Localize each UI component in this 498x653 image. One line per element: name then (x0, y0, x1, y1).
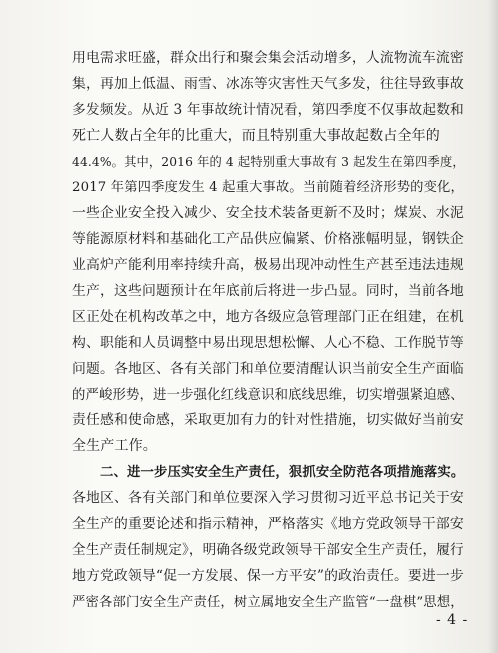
body-line: 构、职能和人员调整中易出现思想松懈、人心不稳、工作脱节等 (72, 334, 464, 351)
body-line: 多发频发。从近 3 年事故统计情况看，第四季度不仅事故起数和 (72, 101, 464, 118)
body-line: 一些企业安全投入减少、安全技术装备更新不及时；煤炭、水泥 (72, 205, 464, 222)
body-line: 用电需求旺盛，群众出行和聚会集会活动增多，人流物流车流密 (72, 50, 464, 66)
body-line: 2017 年第四季度发生 4 起重大事故。当前随着经济形势的变化， (72, 180, 464, 196)
body-line: 生产，这些问题预计在年底前后将进一步凸显。同时，当前各地 (72, 283, 464, 300)
body-line: 地方党政领导“促一方发展、保一方平安”的政治责任。要进一步 (72, 567, 464, 584)
body-line: 各地区、各有关部门和单位要深入学习贯彻习近平总书记关于安 (72, 490, 464, 507)
body-line: 集，再加上低温、雨雪、冰冻等灾害性天气多发，往往导致事故 (72, 75, 464, 92)
body-line: 44.4%。其中，2016 年的 4 起特别重大事故有 3 起发生在第四季度， (72, 154, 465, 169)
body-line: 区正处在机构改革之中，地方各级应急管理部门正在组建，在机 (72, 308, 464, 325)
body-line: 死亡人数占全年的比重大，而且特别重大事故起数占全年的 (72, 127, 440, 144)
body-line: 全生产责任制规定》，明确各级党政领导干部安全生产责任，履行 (72, 541, 464, 558)
body-line: 严密各部门安全生产责任，树立属地安全生产监管“一盘棋”思想， (72, 594, 464, 610)
body-line: 的严峻形势，进一步强化红线意识和底线思维，切实增强紧迫感、 (72, 387, 464, 403)
document-body (72, 46, 468, 616)
body-line: 业高炉产能利用率持续升高，极易出现冲动性生产甚至违法违规 (72, 257, 464, 274)
page-number: - 4 - (436, 612, 469, 628)
binding-shadow (488, 0, 498, 653)
body-line: 问题。各地区、各有关部门和单位要清醒认识当前安全生产面临 (72, 360, 464, 377)
body-line: 等能源原材料和基础化工产品供应偏紧、价格涨幅明显，钢铁企 (72, 231, 464, 248)
section-heading: 二、进一步压实安全生产责任，狠抓安全防范各项措施落实。 (100, 464, 465, 481)
body-line: 全生产工作。 (72, 438, 157, 455)
body-line: 责任感和使命感，采取更加有力的针对性措施，切实做好当前安 (72, 412, 464, 429)
body-line: 全生产的重要论述和指示精神，严格落实《地方党政领导干部安 (72, 516, 464, 533)
